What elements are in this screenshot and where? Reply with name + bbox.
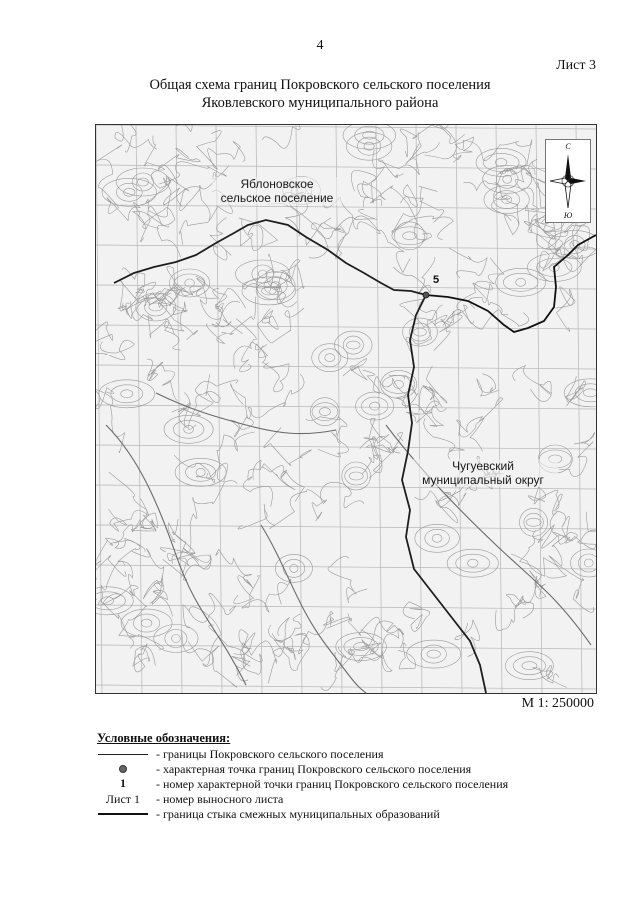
legend: [97, 731, 508, 822]
legend-symbol-dot-icon: [97, 765, 149, 773]
label-chuguevsky-district: [408, 459, 558, 487]
map-frame[interactable]: [95, 124, 597, 694]
compass-south-label: Ю: [563, 211, 573, 220]
legend-item-sheet: [97, 792, 508, 807]
map-canvas: [96, 125, 596, 693]
label-yablonovskoe-line-1: Яблоновское: [240, 177, 314, 191]
map-title: [0, 76, 640, 112]
label-yablonovskoe-line-2: сельское поселение: [220, 191, 334, 205]
legend-item-point-number: [97, 777, 508, 792]
page-number: 4: [316, 38, 324, 53]
characteristic-point-number: 5: [433, 274, 440, 286]
title-line-1: Общая схема границ Покровского сельского поселения: [149, 77, 491, 93]
rivers: [106, 393, 591, 693]
legend-symbol-number: 1: [120, 777, 126, 790]
legend-text: - границы Покровского сельского поселения: [156, 746, 384, 761]
legend-title: Условные обозначения:: [97, 731, 231, 745]
characteristic-point-marker: [423, 292, 429, 298]
legend-symbol-sheet: Лист 1: [105, 791, 141, 806]
compass-star-icon: [546, 140, 590, 222]
label-chuguevsky-line-1: Чугуевский: [452, 459, 514, 473]
legend-text: - номер выносного листа: [156, 791, 284, 806]
legend-symbol-thin-line: [97, 754, 149, 755]
label-yablonovskoe-settlement: [212, 177, 342, 205]
map-scale: М 1: 250000: [521, 696, 594, 711]
legend-text: - характерная точка границ Покровского сельского поселения: [156, 761, 472, 776]
legend-item-boundary: [97, 747, 508, 762]
sheet-label: Лист 3: [556, 58, 596, 73]
eastern-boundary-line: [402, 295, 486, 693]
legend-text: - номер характерной точки границ Покровского сельского поселения: [156, 776, 509, 791]
compass-rose: [545, 139, 591, 223]
legend-symbol-thick-line: [97, 813, 149, 815]
title-line-2: Яковлевского муниципального района: [201, 95, 439, 111]
compass-north-label: С: [565, 142, 571, 151]
legend-item-adjacent-boundary: [97, 807, 508, 822]
legend-text: - граница стыка смежных муниципальных образований: [156, 806, 440, 821]
legend-item-point: [97, 762, 508, 777]
label-chuguevsky-line-2: муниципальный округ: [422, 473, 544, 487]
